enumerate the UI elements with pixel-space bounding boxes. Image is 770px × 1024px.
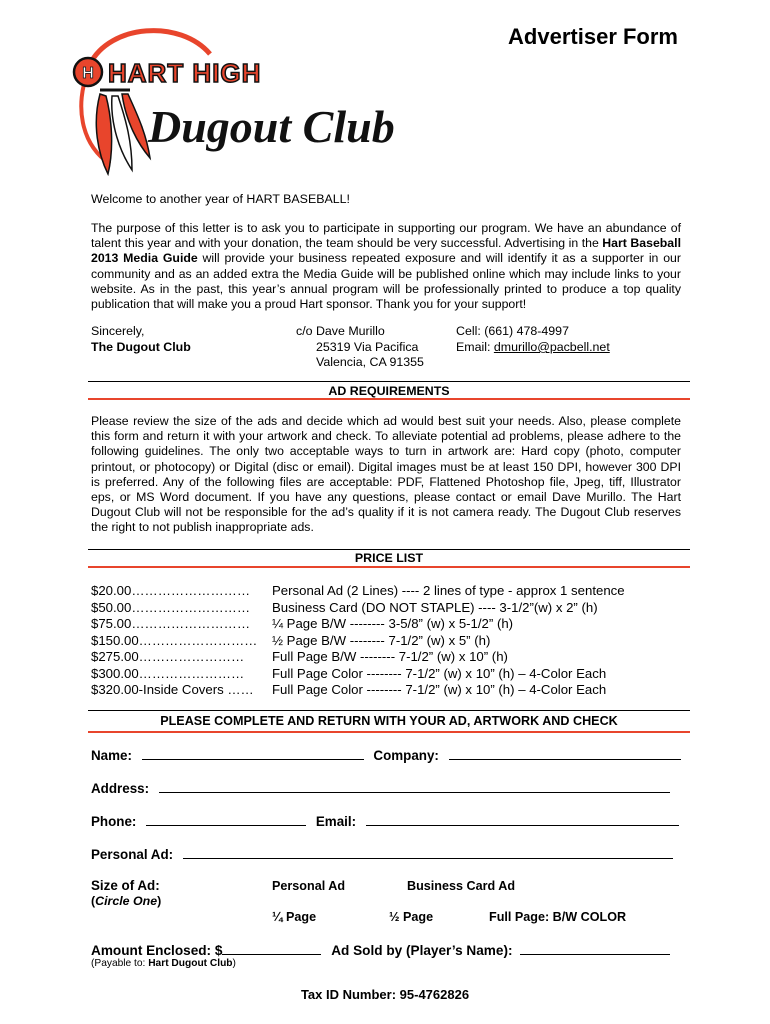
circle-text: Circle One [95, 894, 158, 908]
address-field[interactable] [159, 780, 670, 793]
intro-text-a: The purpose of this letter is to ask you to participate in supporting our program. We have an abundance of talent this year and with your donation, the team should be very successful. Advertising in the [91, 221, 681, 251]
email-label: Email: [456, 340, 494, 354]
price-row [91, 583, 625, 600]
personal-ad-field[interactable] [183, 846, 673, 859]
rule-red-3 [88, 731, 690, 733]
personal-ad-row [91, 846, 673, 862]
email-field[interactable] [366, 813, 679, 826]
phone-row [91, 813, 679, 829]
company-field[interactable] [449, 747, 681, 760]
contact-co: c/o Dave Murillo [296, 324, 385, 338]
logo-script-text: Dugout Club [148, 101, 395, 152]
intro-text-b: will provide your business repeated exposure and will identify it as a supporter in our community and as an added extra the Media Guide will be published online which may include links to your website. As in the past, this year’s annual program will be professionally printed to produce a top quality publication that will make you a proud Hart sponsor. Thank you for your support! [91, 251, 681, 312]
email-link[interactable]: dmurillo@pacbell.net [493, 340, 610, 354]
price-row [91, 633, 490, 650]
company-label: Company: [373, 748, 439, 763]
circle-close: ) [157, 894, 162, 908]
payable-text-c: ) [232, 958, 236, 969]
logo-graphic [70, 24, 410, 184]
contact-street: 25319 Via Pacifica [316, 340, 419, 354]
price-desc: Personal Ad (2 Lines) ---- 2 lines of type - approx 1 sentence [272, 583, 625, 598]
order-form-heading: PLEASE COMPLETE AND RETURN WITH YOUR AD, ARTWORK AND CHECK [160, 714, 618, 728]
price-desc: ¼ Page B/W -------- 3-5/8” (w) x 5-1/2” (h) [272, 616, 514, 631]
price-row [91, 600, 598, 617]
price-row [91, 649, 508, 666]
price-amount: $50.00……………………… [91, 599, 251, 615]
payable-text-bold: Hart Dugout Club [148, 958, 233, 969]
price-desc: Full Page Color -------- 7-1/2” (w) x 10” (h) – 4-Color Each [272, 665, 607, 681]
amount-label: Amount Enclosed: $ [91, 943, 223, 958]
option-quarter-page[interactable]: ¼ Page [272, 910, 317, 924]
rule-black-1 [88, 381, 690, 382]
price-row [91, 666, 606, 683]
ad-requirements-heading: AD REQUIREMENTS [328, 384, 450, 398]
greeting: Welcome to another year of HART BASEBALL! [91, 192, 350, 206]
contact-email [456, 340, 610, 355]
rule-black-3 [88, 710, 690, 711]
contact-city: Valencia, CA 91355 [316, 355, 424, 369]
email-field-label: Email: [315, 814, 357, 829]
price-row [91, 616, 513, 633]
personal-ad-label: Personal Ad: [91, 847, 174, 862]
circle-one-note [91, 894, 161, 908]
intro-paragraph [91, 221, 681, 312]
address-row [91, 780, 670, 796]
sold-by-label: Ad Sold by (Player’s Name): [331, 943, 513, 958]
circle-open: ( [91, 894, 96, 908]
intro-text-bold: Hart Baseball 2013 Media Guide [91, 236, 681, 266]
option-personal-ad[interactable]: Personal Ad [272, 879, 346, 893]
price-amount: $300.00…………………… [91, 665, 245, 681]
phone-field[interactable] [146, 813, 306, 826]
option-business-card-ad[interactable]: Business Card Ad [407, 879, 516, 893]
contact-cell: Cell: (661) 478-4997 [456, 324, 569, 338]
address-label: Address: [91, 781, 150, 796]
price-amount: $275.00…………………… [91, 649, 245, 664]
name-row [91, 747, 681, 763]
rule-red-2 [88, 566, 690, 568]
price-desc: ½ Page B/W -------- 7-1/2” (w) x 5” (h) [272, 632, 491, 648]
name-label: Name: [91, 748, 132, 763]
logo-badge-letter: H [82, 65, 94, 82]
tax-id: Tax ID Number: 95-4762826 [300, 987, 470, 1002]
sold-by-field[interactable] [520, 942, 670, 955]
form-title: Advertiser Form [508, 24, 678, 49]
price-amount: $75.00……………………… [91, 616, 251, 631]
price-list-heading: PRICE LIST [354, 551, 424, 565]
price-desc: Full Page B/W -------- 7-1/2” (w) x 10” (h) [272, 649, 508, 664]
phone-label: Phone: [91, 814, 137, 829]
size-label: Size of Ad: [91, 878, 160, 893]
price-amount: $20.00……………………… [91, 583, 251, 598]
payable-note [91, 958, 236, 969]
amount-field[interactable] [222, 942, 321, 955]
payable-text-a: (Payable to: [91, 958, 149, 969]
feathers-icon [96, 90, 150, 174]
option-full-page[interactable]: Full Page: B/W COLOR [489, 910, 627, 924]
ad-requirements-body: Please review the size of the ads and decide which ad would best suit your needs. Also, please complete this form and return it with your artwork and check. To alleviate potential ad problems, please adhere to the following guidelines. The only two acceptable ways to turn in artwork are: Hard copy (photo, computer printout, or photocopy) or Digital (disc or email). Digital images must be at least 150 DPI, however 300 DPI is preferred. Any of the following files are acceptable: PDF, Flattened Photoshop file, Jpeg, tiff, Illustrator eps, or MS Word document. If you have any questions, please contact or email Dave Murillo. The Hart Dugout Club will not be responsible for the ad’s quality if it is not camera ready. The Dugout Club reserves the right to not publish inappropriate ads. [91, 414, 681, 535]
price-desc: Business Card (DO NOT STAPLE) ---- 3-1/2”(w) x 2” (h) [272, 599, 598, 615]
name-field[interactable] [142, 747, 364, 760]
price-amount: $150.00……………………… [91, 632, 258, 648]
sincerely: Sincerely, [91, 324, 145, 338]
price-row [91, 682, 606, 699]
logo-top-text: HART HIGH [108, 58, 262, 88]
rule-black-2 [88, 549, 690, 550]
dugout-club-logo [70, 24, 410, 184]
option-half-page[interactable]: ½ Page [389, 910, 434, 924]
price-amount: $320.00-Inside Covers …… [91, 682, 254, 697]
club-name: The Dugout Club [91, 340, 191, 354]
amount-row [91, 942, 670, 958]
price-desc: Full Page Color -------- 7-1/2” (w) x 10” (h) – 4-Color Each [272, 682, 607, 697]
rule-red-1 [88, 398, 690, 400]
